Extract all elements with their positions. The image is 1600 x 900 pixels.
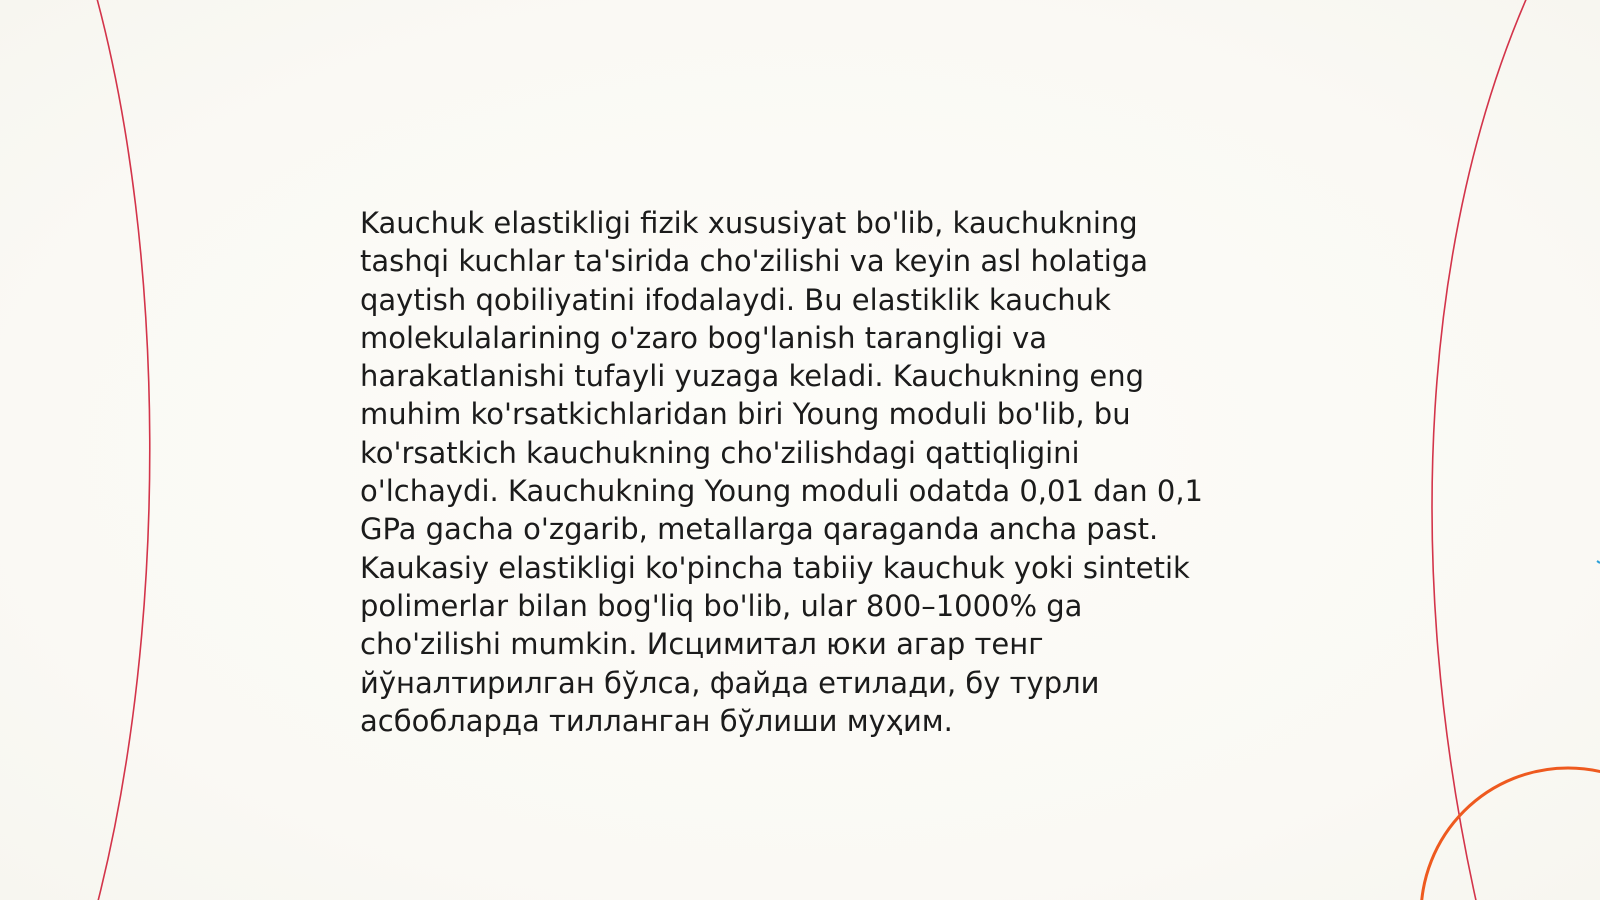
body-line: асбобларда тилланган бўлиши муҳим. (360, 703, 953, 738)
body-line: GPa gacha o'zgarib, metallarga qaraganda ancha past. (360, 512, 1159, 547)
body-paragraph (360, 204, 1240, 740)
orange-arc-decoration (1421, 768, 1600, 900)
body-line: harakatlanishi tufayli yuzaga keladi. Kauchukning eng (360, 359, 1145, 394)
body-line: йўналтирилган бўлса, файда етилади, бу турли (360, 665, 1100, 700)
body-line: muhim ko'rsatkichlaridan biri Young moduli bo'lib, bu (360, 397, 1131, 432)
body-line: o'lchaydi. Kauchukning Young moduli odatda 0,01 dan 0,1 (360, 474, 1204, 509)
body-line: ko'rsatkich kauchukning cho'zilishdagi qattiqligini (360, 435, 1080, 470)
body-line: qaytish qobiliyatini ifodalaydi. Bu elastiklik kauchuk (360, 282, 1111, 317)
right-curve-decoration (1432, 0, 1528, 900)
body-line: Kauchuk elastikligi fizik xususiyat bo'lib, kauchukning (360, 206, 1138, 240)
body-line: Kaukasiy elastikligi ko'pincha tabiiy kauchuk yoki sintetik (360, 550, 1190, 585)
body-line: polimerlar bilan bog'liq bo'lib, ular 800–1000% ga (360, 588, 1083, 623)
body-line: cho'zilishi mumkin. Исцимитал юки агар тенг (360, 627, 1044, 662)
body-line: molekulalarining o'zaro bog'lanish tarangligi va (360, 320, 1048, 355)
body-line: tashqi kuchlar ta'sirida cho'zilishi va keyin asl holatiga (360, 244, 1149, 279)
left-curve-decoration (96, 0, 150, 900)
